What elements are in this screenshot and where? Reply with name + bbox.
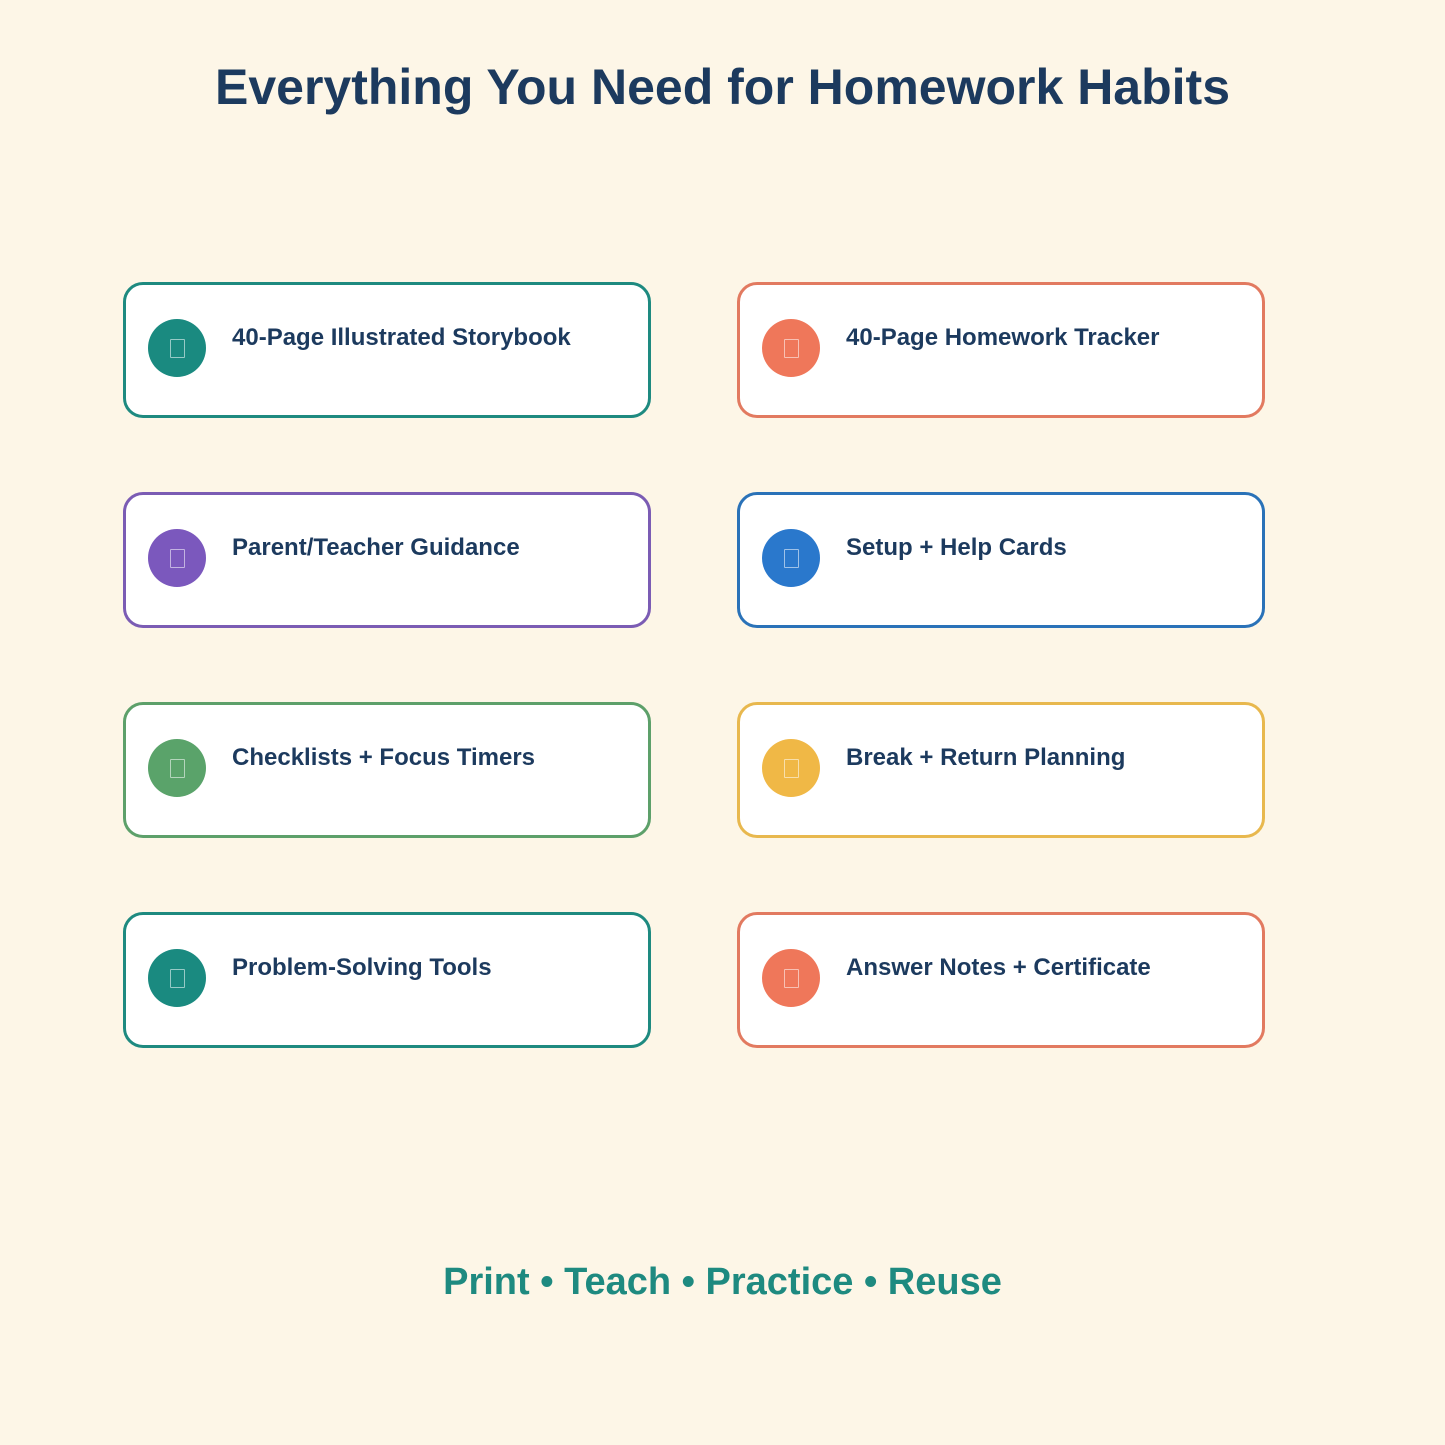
feature-label: Setup + Help Cards — [846, 534, 1067, 561]
checklist-timer-icon — [148, 739, 206, 797]
feature-card-checklists — [123, 702, 651, 838]
feature-label: Parent/Teacher Guidance — [232, 534, 520, 561]
feature-label: Checklists + Focus Timers — [232, 744, 536, 771]
tracker-icon — [762, 319, 820, 377]
feature-card-homework-tracker — [737, 282, 1265, 418]
feature-label: 40-Page Homework Tracker — [846, 324, 1160, 351]
page-title: Everything You Need for Homework Habits — [214, 59, 1230, 115]
feature-card-guidance — [123, 492, 651, 628]
feature-label: Answer Notes + Certificate — [846, 954, 1151, 981]
book-icon — [148, 319, 206, 377]
tagline: Print • Teach • Practice • Reuse — [443, 1261, 1002, 1303]
feature-label: Break + Return Planning — [846, 744, 1126, 771]
tools-icon — [148, 949, 206, 1007]
feature-label: Problem-Solving Tools — [232, 954, 492, 981]
feature-card-break-planning — [737, 702, 1265, 838]
cards-icon — [762, 529, 820, 587]
feature-grid — [123, 282, 1265, 1048]
feature-label: 40-Page Illustrated Storybook — [232, 324, 571, 351]
guidance-icon — [148, 529, 206, 587]
feature-card-storybook — [123, 282, 651, 418]
feature-card-certificate — [737, 912, 1265, 1048]
certificate-icon — [762, 949, 820, 1007]
planning-icon — [762, 739, 820, 797]
feature-card-help-cards — [737, 492, 1265, 628]
feature-card-problem-solving — [123, 912, 651, 1048]
